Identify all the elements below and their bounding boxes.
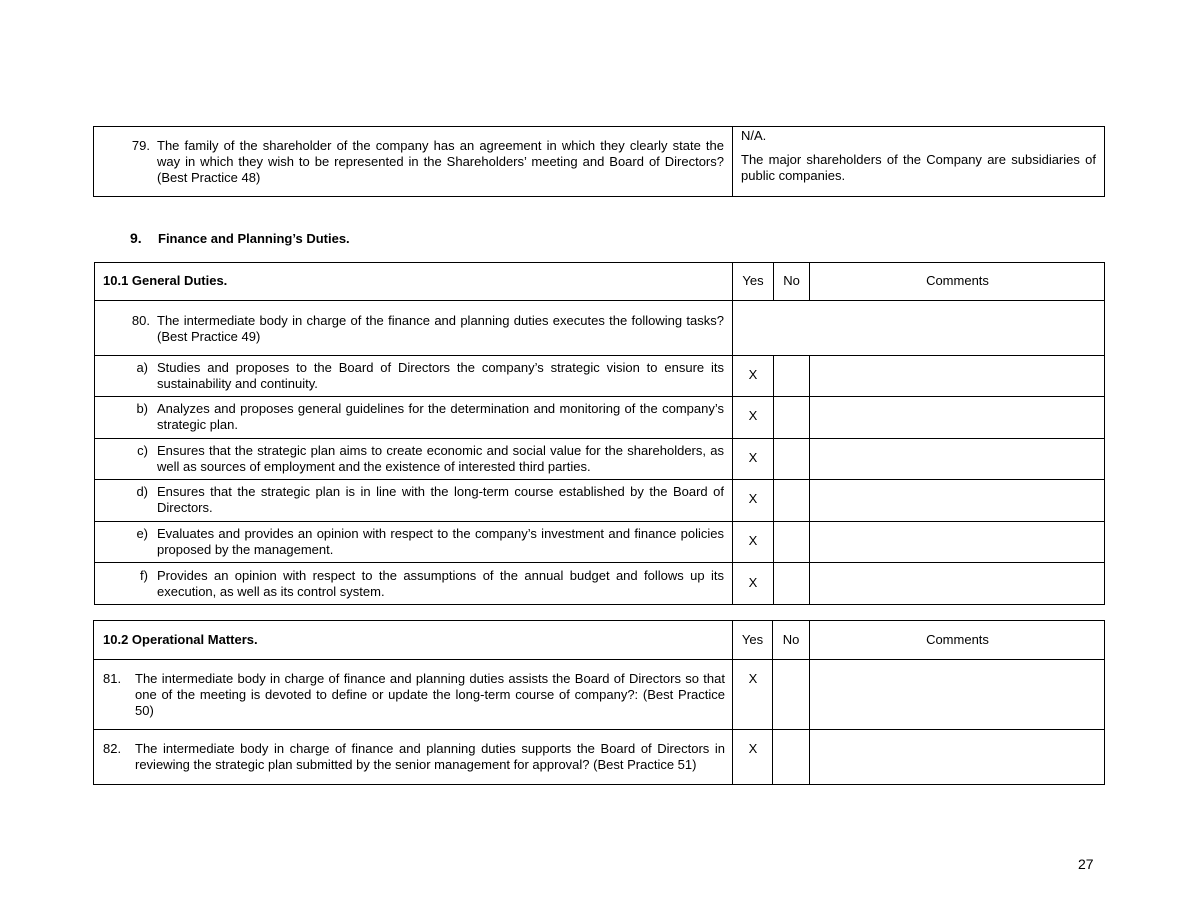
table2-col-no: No — [782, 632, 800, 647]
table1-row-d-bottom — [94, 521, 1105, 522]
table2-col-yes: Yes — [741, 632, 764, 647]
q82-number: 82. — [103, 741, 122, 756]
table1-col-no: No — [783, 273, 800, 288]
table1-heading: 10.1 General Duties. — [103, 273, 228, 288]
q81-yes-mark: X — [748, 671, 758, 686]
section-number: 9. — [130, 230, 142, 246]
item-d-text: Ensures that the strategic plan is in line with the long-term course established by the Board of Directors. — [157, 484, 724, 515]
q79-comment: The major shareholders of the Company are subsidiaries of public companies. — [741, 152, 1096, 183]
table1-row-b-bottom — [94, 438, 1105, 439]
q81-question-text: The intermediate body in charge of finance and planning duties assists the Board of Directors so that one of the meeting is devoted to define or update the long-term course of company?: (Best Practice 50) — [135, 671, 725, 718]
item-e-yes-mark: X — [748, 533, 758, 548]
table1-col-comments: Comments — [926, 273, 989, 288]
item-c-yes-mark: X — [748, 450, 758, 465]
table1-row-c-bottom — [94, 479, 1105, 480]
table2-row-81-bottom — [93, 729, 1105, 730]
q79-divider — [732, 126, 733, 197]
item-d-letter: d) — [136, 484, 148, 499]
q79-question-text: The family of the shareholder of the company has an agreement in which they clearly state the way in which they wish to be represented in the Shareholders’ meeting and Board of Directors? (Best Practice 48) — [157, 138, 724, 185]
item-a-yes-mark: X — [748, 367, 758, 382]
item-d-yes-mark: X — [748, 491, 758, 506]
item-e-letter: e) — [136, 526, 148, 541]
table2-heading: 10.2 Operational Matters. — [103, 632, 258, 647]
table1-row-a-bottom — [94, 396, 1105, 397]
table1-q80-bottom — [94, 355, 1105, 356]
q80-question-text: The intermediate body in charge of the finance and planning duties executes the following tasks? (Best Practice 49) — [157, 313, 724, 344]
table2-header-bottom — [93, 659, 1105, 660]
q79-number: 79. — [131, 138, 150, 153]
table2-col-comments: Comments — [926, 632, 989, 647]
item-f-text: Provides an opinion with respect to the assumptions of the annual budget and follows up its execution, as well as its control system. — [157, 568, 724, 599]
table1-header-bottom — [94, 300, 1105, 301]
item-c-text: Ensures that the strategic plan aims to create economic and social value for the shareholders, as well as sources of employment and the existence of interested third parties. — [157, 443, 724, 474]
item-a-text: Studies and proposes to the Board of Directors the company’s strategic vision to ensure its sustainability and continuity. — [157, 360, 724, 391]
table1-col-divider-main — [732, 262, 733, 605]
table1-col-divider-no — [809, 355, 810, 605]
table1-col-divider-yes — [773, 355, 774, 605]
item-b-text: Analyzes and proposes general guidelines for the determination and monitoring of the company’s strategic plan. — [157, 401, 724, 432]
item-a-letter: a) — [136, 360, 148, 375]
item-b-yes-mark: X — [748, 408, 758, 423]
q80-number: 80. — [131, 313, 150, 328]
q82-question-text: The intermediate body in charge of finance and planning duties supports the Board of Directors in reviewing the strategic plan submitted by the senior management for approval? (Best Practice 51) — [135, 741, 725, 772]
table1-row-e-bottom — [94, 562, 1105, 563]
item-f-letter: f) — [140, 568, 148, 583]
table1-col-yes: Yes — [742, 273, 764, 288]
item-e-text: Evaluates and provides an opinion with respect to the company’s investment and finance policies proposed by the management. — [157, 526, 724, 557]
section-title: Finance and Planning’s Duties. — [158, 231, 350, 246]
q82-yes-mark: X — [748, 741, 758, 756]
item-c-letter: c) — [137, 443, 148, 458]
q81-number: 81. — [103, 671, 122, 686]
q79-answer: N/A. — [741, 128, 767, 143]
item-f-yes-mark: X — [748, 575, 758, 590]
item-b-letter: b) — [136, 401, 148, 416]
page-number: 27 — [1078, 856, 1094, 872]
